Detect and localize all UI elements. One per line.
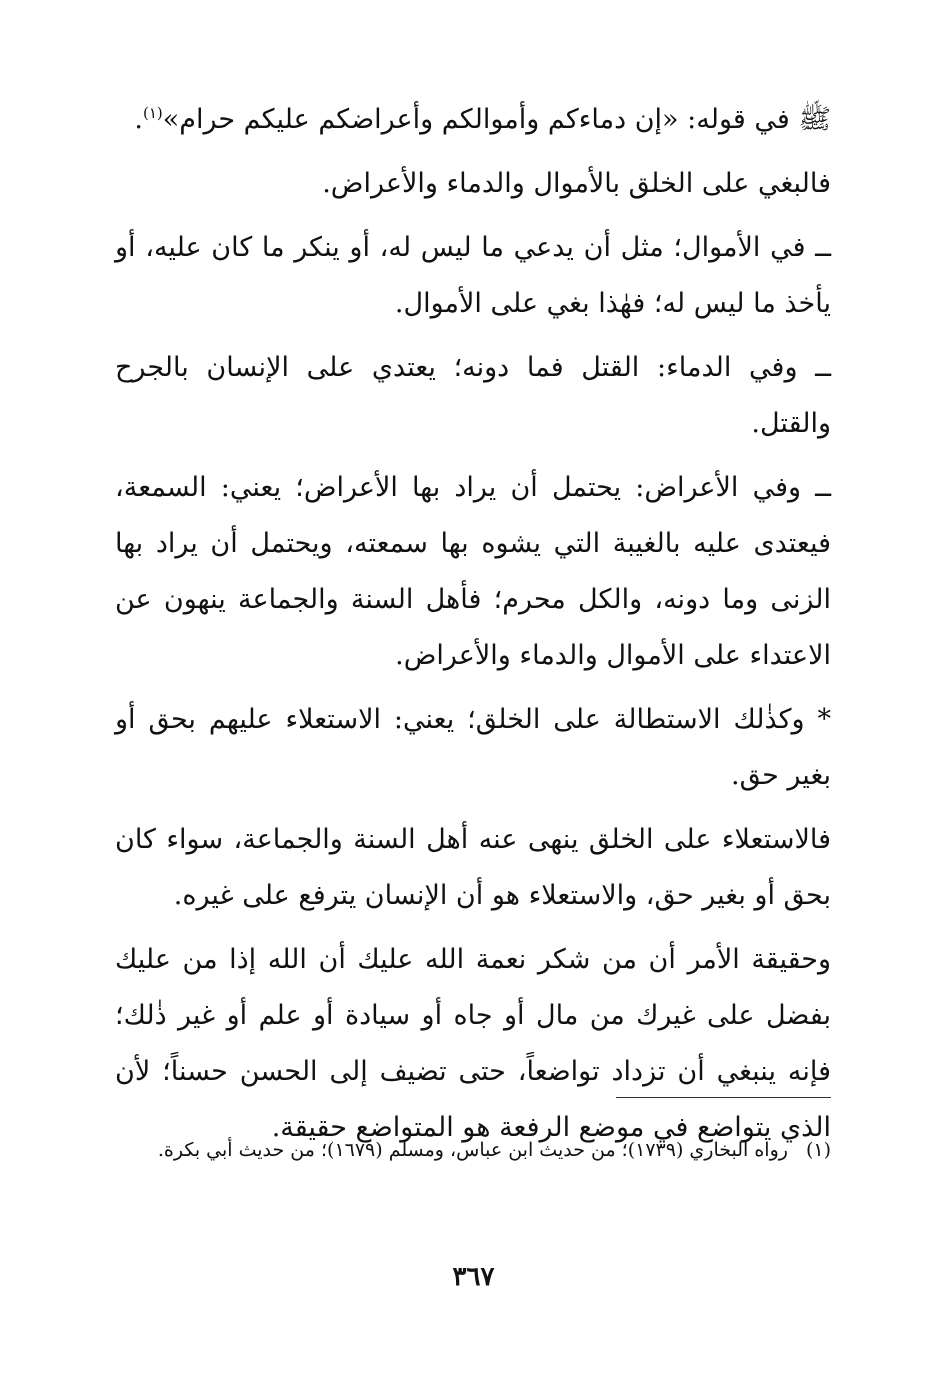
- footnote-text: رواه البخاري (١٧٣٩)؛ من حديث ابن عباس، ومسلم (١٦٧٩)؛ من حديث أبي بكرة.: [157, 1139, 788, 1161]
- paragraph-blood: ــ وفي الدماء: القتل فما دونه؛ يعتدي على الإنسان بالجرح والقتل.: [115, 352, 831, 439]
- page-number: ٣٦٧: [452, 1262, 495, 1292]
- paragraph-tail: .: [134, 104, 143, 135]
- footnote-reference[interactable]: (١): [142, 104, 163, 122]
- paragraph-wealth: ــ في الأموال؛ مثل أن يدعي ما ليس له، أو ينكر ما كان عليه، أو يأخذ ما ليس له؛ فهٰذا بغي على الأموال.: [115, 232, 831, 319]
- paragraph-hadith-quote: [115, 92, 831, 148]
- footnote-separator: [616, 1097, 831, 1098]
- paragraph-arrogance: * وكذٰلك الاستطالة على الخلق؛ يعني: الاستعلاء عليهم بحق أو بغير حق.: [115, 704, 831, 791]
- paragraph-text: ﷺ في قوله: «إن دماءكم وأموالكم وأعراضكم عليكم حرام»: [162, 104, 831, 135]
- paragraph-humility: وحقيقة الأمر أن من شكر نعمة الله عليك أن الله إذا من عليك بفضل على غيرك من مال أو جاه أو سيادة أو علم أو غير ذٰلك؛ فإنه ينبغي أن تزداد تواضعاً، حتى تضيف إلى الحسن حسناً؛ لأن الذي يتواضع في موضع الرفعة هو المتواضع حقيقة.: [115, 944, 831, 1143]
- page-body: [115, 92, 831, 1164]
- paragraph-aggression: فالبغي على الخلق بالأموال والدماء والأعراض.: [322, 168, 831, 199]
- paragraph-honor: ــ وفي الأعراض: يحتمل أن يراد بها الأعراض؛ يعني: السمعة، فيعتدى عليه بالغيبة التي يشوه بها سمعته، ويحتمل أن يراد بها الزنى وما دونه، والكل محرم؛ فأهل السنة والجماعة ينهون عن الاعتداء على الأموال والدماء والأعراض.: [115, 472, 831, 671]
- footnote: [115, 1132, 831, 1168]
- footnote-mark: (١): [805, 1139, 831, 1161]
- paragraph-superiority: فالاستعلاء على الخلق ينهى عنه أهل السنة والجماعة، سواء كان بحق أو بغير حق، والاستعلاء هو أن الإنسان يترفع على غيره.: [115, 824, 831, 911]
